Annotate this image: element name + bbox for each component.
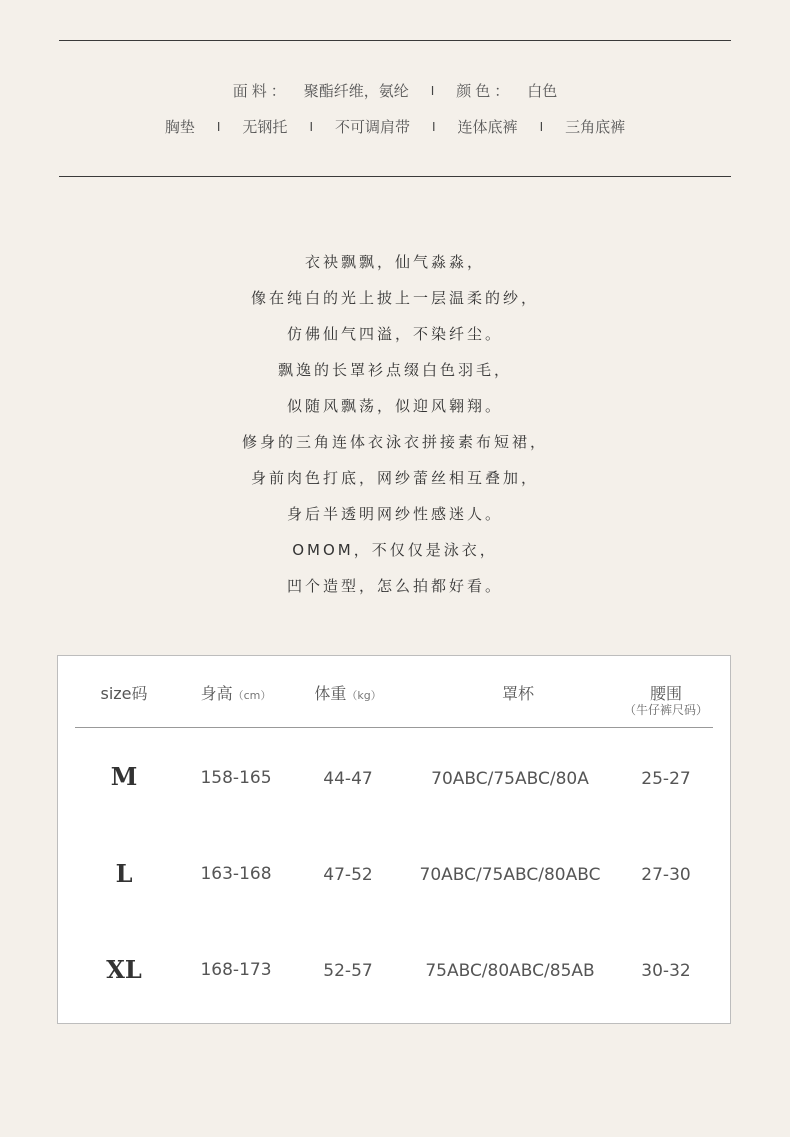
size-label-m: M <box>110 762 138 791</box>
header-size <box>100 681 147 704</box>
poem-line: 修身的三角连体衣泳衣拼接素布短裙， <box>241 433 548 451</box>
header-waist-label: 腰围 <box>649 684 683 703</box>
header-size-label: size码 <box>100 684 148 703</box>
fabric-key: 面料： <box>232 82 290 100</box>
header-cup <box>502 681 534 704</box>
header-height <box>201 681 272 704</box>
color-value: 白色 <box>527 82 558 100</box>
separator: I <box>539 119 544 134</box>
height-value: 163-168 <box>200 864 272 884</box>
cup-value: 75ABC/80ABC/85AB <box>425 961 595 981</box>
feature-item: 不可调肩带 <box>334 118 410 136</box>
feature-item: 三角底裤 <box>565 118 626 136</box>
poem-line: 飘逸的长罩衫点缀白色羽毛， <box>277 361 512 379</box>
poem-line: 衣袂飘飘，仙气淼淼， <box>304 253 485 271</box>
feature-item: 连体底裤 <box>457 118 518 136</box>
poem-line: 身后半透明网纱性感迷人。 <box>286 505 503 523</box>
size-label-xl: XL <box>106 955 142 984</box>
waist-value: 25-27 <box>641 769 691 789</box>
bottom-divider <box>59 176 731 177</box>
separator: I <box>309 119 313 134</box>
weight-value: 44-47 <box>323 769 373 789</box>
waist-value: 27-30 <box>641 865 691 885</box>
height-value: 158-165 <box>200 768 272 788</box>
spec-line-features <box>0 116 790 137</box>
poem-line: 似随风飘荡，似迎风翱翔。 <box>286 397 503 415</box>
separator: I <box>432 119 436 134</box>
header-waist-note: （牛仔裤尺码） <box>623 703 709 717</box>
top-divider <box>59 40 731 41</box>
size-chart <box>57 655 731 1024</box>
header-weight-unit: （kg） <box>346 689 382 702</box>
header-weight <box>314 681 381 704</box>
feature-item: 胸垫 <box>164 118 195 136</box>
color-key: 颜色： <box>456 82 514 100</box>
weight-value: 47-52 <box>323 865 373 885</box>
size-label-l: L <box>115 859 133 888</box>
poem-line: 凹个造型，怎么拍都好看。 <box>286 577 503 595</box>
feature-item: 无钢托 <box>242 118 288 136</box>
spec-line-material <box>0 80 790 101</box>
header-height-label: 身高 <box>200 684 233 703</box>
header-weight-label: 体重 <box>314 684 347 703</box>
cup-value: 70ABC/75ABC/80ABC <box>419 865 601 885</box>
weight-value: 52-57 <box>323 961 373 981</box>
separator: I <box>216 119 221 134</box>
header-cup-label: 罩杯 <box>501 684 535 703</box>
waist-value: 30-32 <box>641 961 691 981</box>
poem-line: 像在纯白的光上披上一层温柔的纱， <box>250 289 539 307</box>
cup-value: 70ABC/75ABC/80A <box>431 769 589 789</box>
fabric-value: 聚酯纤维，氨纶 <box>303 82 409 100</box>
poem-line: 仿佛仙气四溢，不染纤尘。 <box>286 325 503 343</box>
poem-line: 身前肉色打底，网纱蕾丝相互叠加， <box>250 469 539 487</box>
height-value: 168-173 <box>200 960 272 980</box>
separator: I <box>430 83 435 98</box>
header-height-unit: （cm） <box>232 689 272 702</box>
poem-line: OMOM，不仅仅是泳衣， <box>292 541 498 559</box>
header-divider <box>75 727 713 728</box>
product-description-poem <box>0 248 790 608</box>
